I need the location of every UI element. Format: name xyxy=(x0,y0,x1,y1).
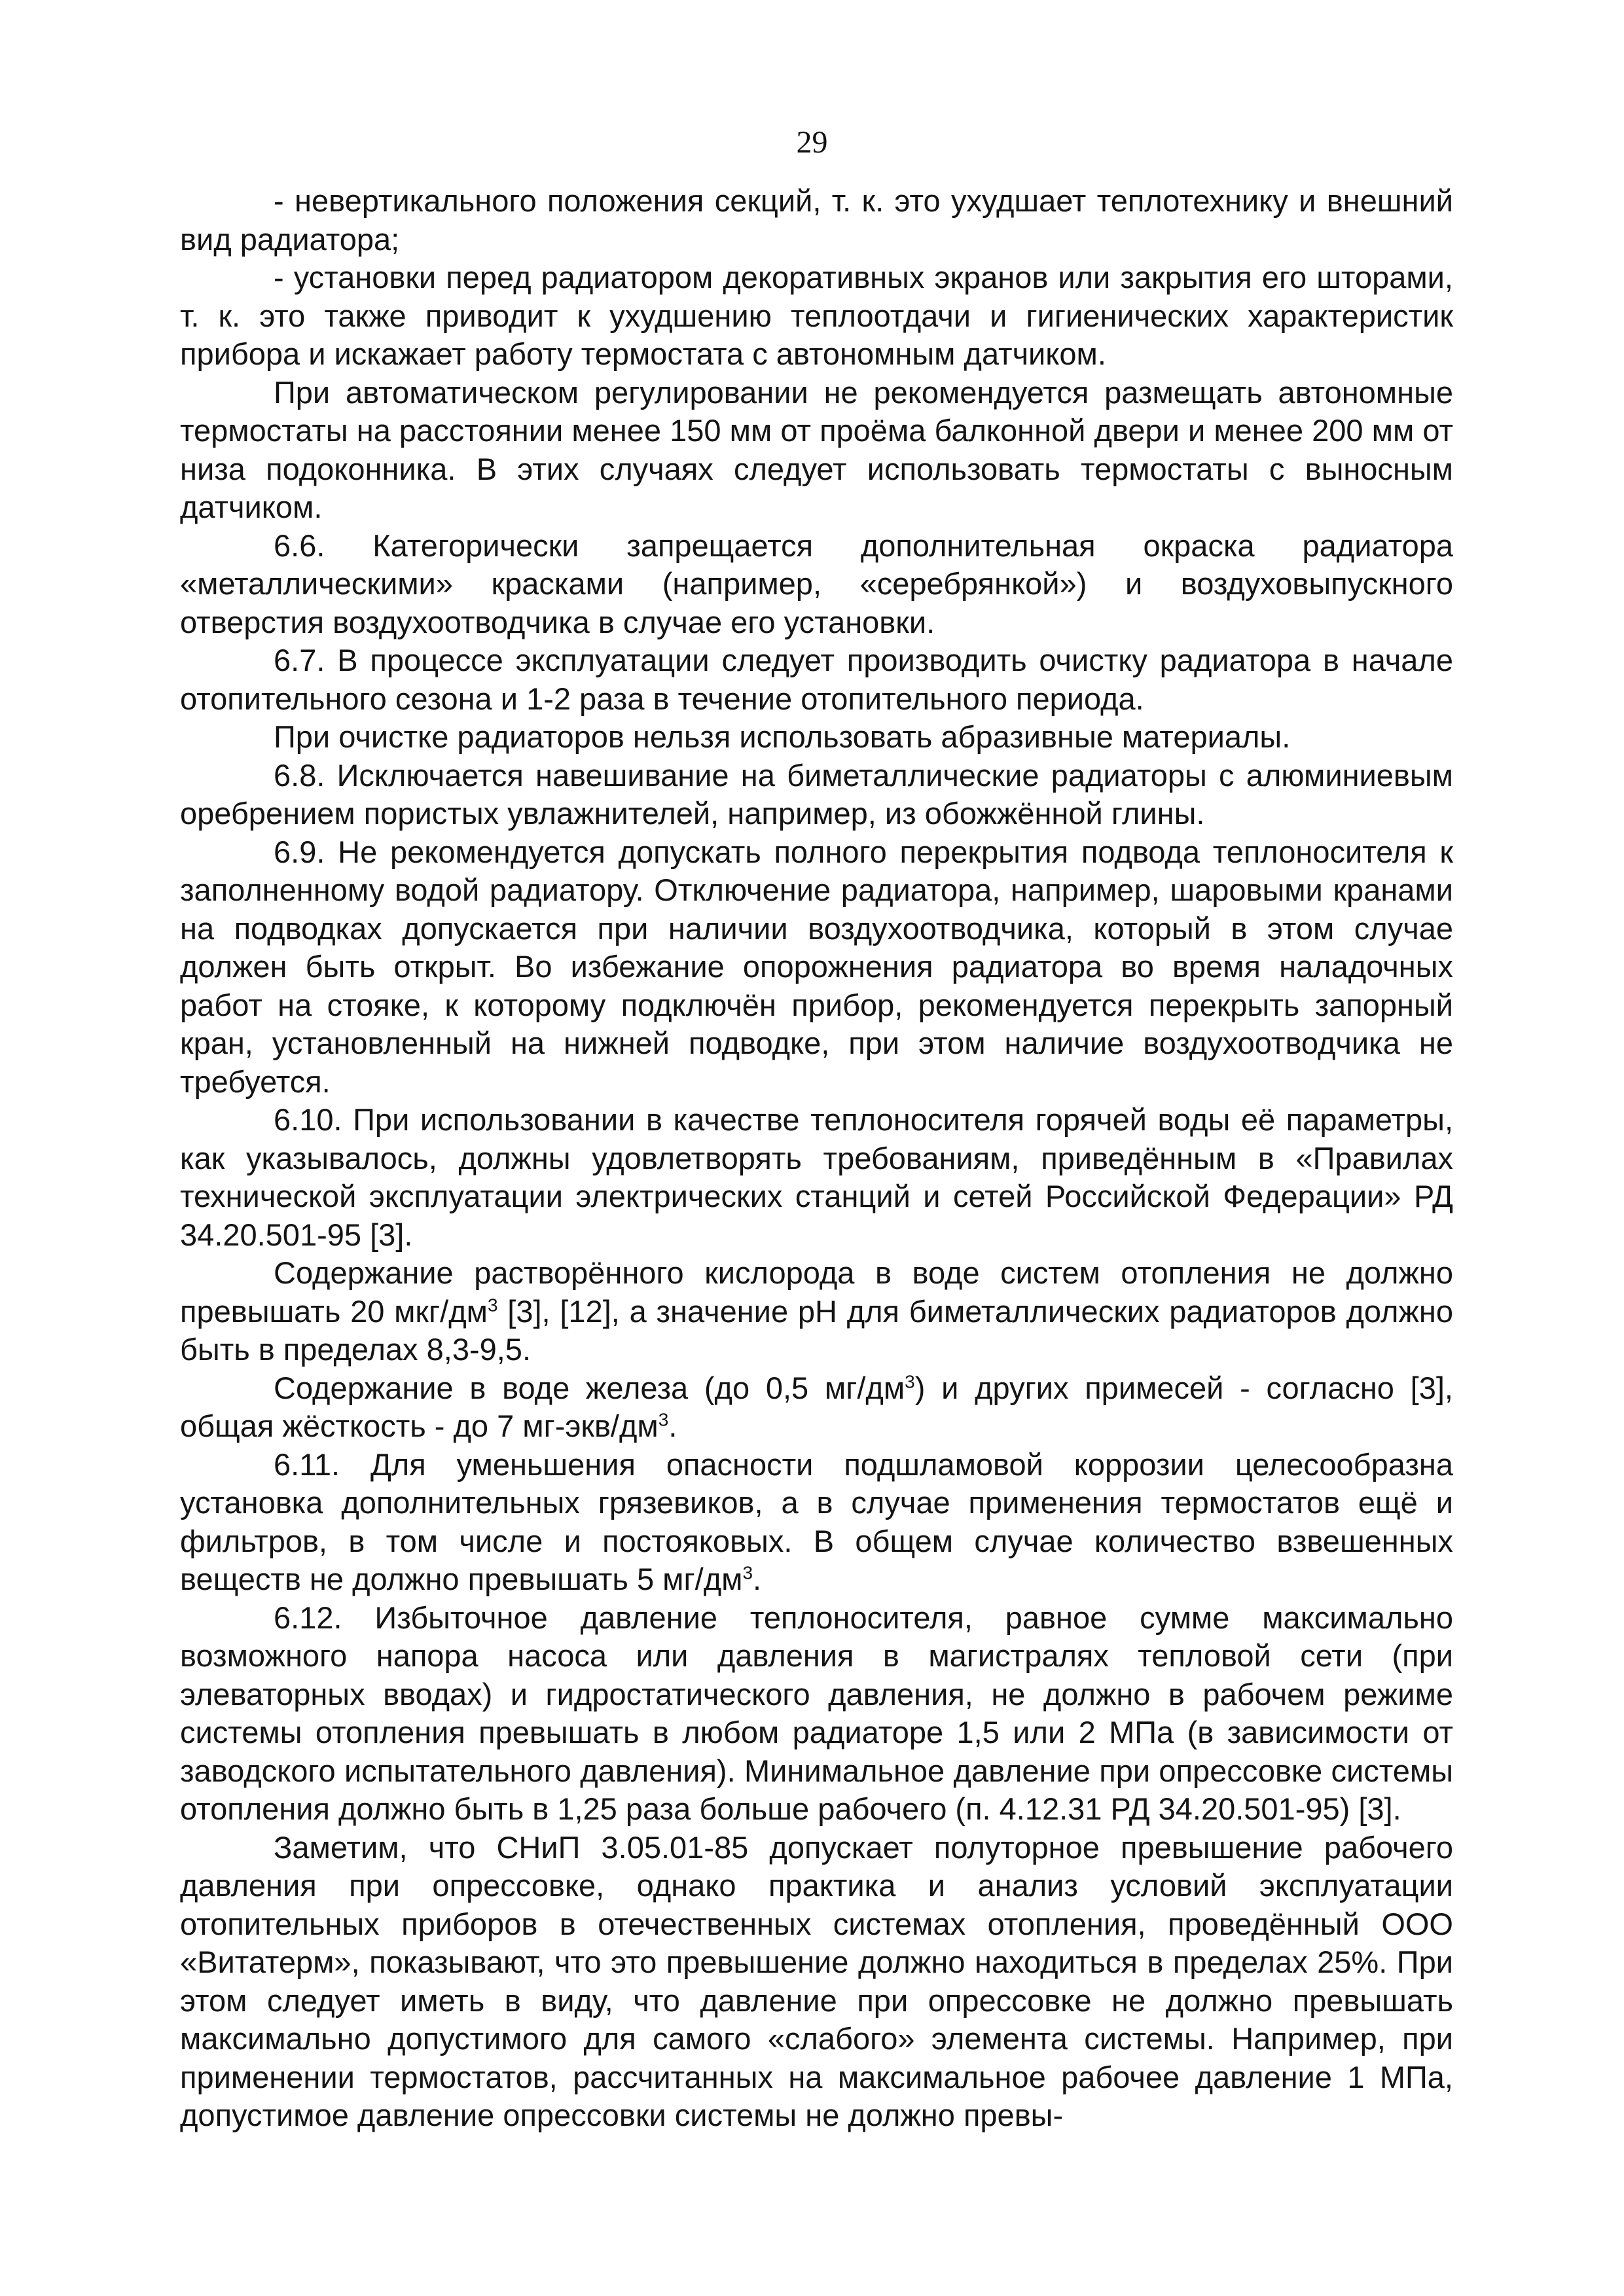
paragraph-6-9: 6.9. Не рекомендуется допускать полного перекрытия подвода теплоносителя к заполненному водой радиатору. Отключение радиатора, например, шаровыми кранами на подводках допускается при наличии воздухоотводчика, который в этом случае должен быть открыт. Во избежание опорожнения радиатора во время наладочных работ на стояке, к которому подключён прибор, рекомендуется перекрыть запорный кран, установленный на нижней подводке, при этом наличие воздухоотводчика не требуется. xyxy=(180,834,1453,1099)
oxygen-text-b: [3], [12], а значение рН для биметаллических радиаторов должно быть в пределах 8,3-9,5. xyxy=(180,1293,1453,1367)
paragraph-6-10: 6.10. При использовании в качестве теплоносителя горячей воды её параметры, как указывалось, должны удовлетворять требованиям, приведённым в «Правилах технической эксплуатации электрических станций и сетей Российской Федерации» РД 34.20.501-95 [3]. xyxy=(180,1102,1453,1252)
superscript: 3 xyxy=(742,1562,753,1583)
paragraph-oxygen-content xyxy=(180,1254,1453,1369)
paragraph-list-item-1: - невертикального положения секций, т. к. это ухудшает теплотехнику и внешний вид радиатора; xyxy=(180,183,1453,257)
sludge-text-a: 6.11. Для уменьшения опасности подшламовой коррозии целесообразна установка дополнительных грязевиков, а в случае применения термостатов ещё и фильтров, в том числе и постояковых. В общем случае количество взвешенных веществ не должно превышать 5 мг/дм xyxy=(180,1446,1453,1596)
oxygen-text-a: Содержание растворённого кислорода в воде систем отопления не должно превышать 20 мкг/дм xyxy=(180,1255,1453,1329)
sludge-text-b: . xyxy=(753,1562,762,1596)
iron-text-a: Содержание в воде железа (до 0,5 мг/дм xyxy=(274,1370,905,1405)
paragraph-6-12: 6.12. Избыточное давление теплоносителя, равное сумме максимально возможного напора насоса или давления в магистралях тепловой сети (при элеваторных вводах) и гидростатического давления, не должно в рабочем режиме системы отопления превышать в любом радиаторе 1,5 или 2 МПа (в зависимости от заводского испытательного давления). Минимальное давление при опрессовке системы отопления должно быть в 1,25 раза больше рабочего (п. 4.12.31 РД 34.20.501-95) [3]. xyxy=(180,1600,1453,1826)
page-number: 29 xyxy=(796,125,828,160)
paragraph-6-8: 6.8. Исключается навешивание на биметаллические радиаторы с алюминиевым оребрением пористых увлажнителей, например, из обожжённой глины. xyxy=(180,757,1453,831)
superscript: 3 xyxy=(905,1371,915,1391)
paragraph-list-item-2: - установки перед радиатором декоративных экранов или закрытия его шторами, т. к. это также приводит к ухудшению теплоотдачи и гигиенических характеристик прибора и искажает работу термостата с автономным датчиком. xyxy=(180,260,1453,371)
iron-text-b: ) и других примесей - согласно [3], общая жёсткость - до 7 мг-экв/дм xyxy=(180,1370,1453,1443)
superscript: 3 xyxy=(658,1409,669,1430)
paragraph-cleaning: При очистке радиаторов нельзя использовать абразивные материалы. xyxy=(274,719,1291,754)
paragraph-thermostat-placement: При автоматическом регулировании не рекомендуется размещать автономные термостаты на расстоянии менее 150 мм от проёма балконной двери и менее 200 мм от низа подоконника. В этих случаях следует использовать термостаты с выносным датчиком. xyxy=(180,374,1453,524)
paragraph-6-6: 6.6. Категорически запрещается дополнительная окраска радиатора «металлическими» красками (например, «серебрянкой») и воздуховыпускного отверстия воздухоотводчика в случае его установки. xyxy=(180,528,1453,639)
paragraph-6-7: 6.7. В процессе эксплуатации следует производить очистку радиатора в начале отопительного сезона и 1-2 раза в течение отопительного периода. xyxy=(180,643,1453,716)
iron-text-c: . xyxy=(668,1408,677,1443)
body-text xyxy=(180,182,1453,2135)
paragraph-iron-content xyxy=(180,1369,1453,1446)
superscript: 3 xyxy=(487,1294,498,1315)
paragraph-6-11 xyxy=(180,1446,1453,1599)
paragraph-snip-note: Заметим, что СНиП 3.05.01-85 допускает полуторное превышение рабочего давления при опрессовке, однако практика и анализ условий эксплуатации отопительных приборов в отечественных системах отопления, проведённый ООО «Витатерм», показывают, что это превышение должно находиться в пределах 25%. При этом следует иметь в виду, что давление при опрессовке не должно превышать максимально допустимого для самого «слабого» элемента системы. Например, при применении термостатов, рассчитанных на максимальное рабочее давление 1 МПа, допустимое давление опрессовки системы не должно превы- xyxy=(180,1829,1453,2132)
